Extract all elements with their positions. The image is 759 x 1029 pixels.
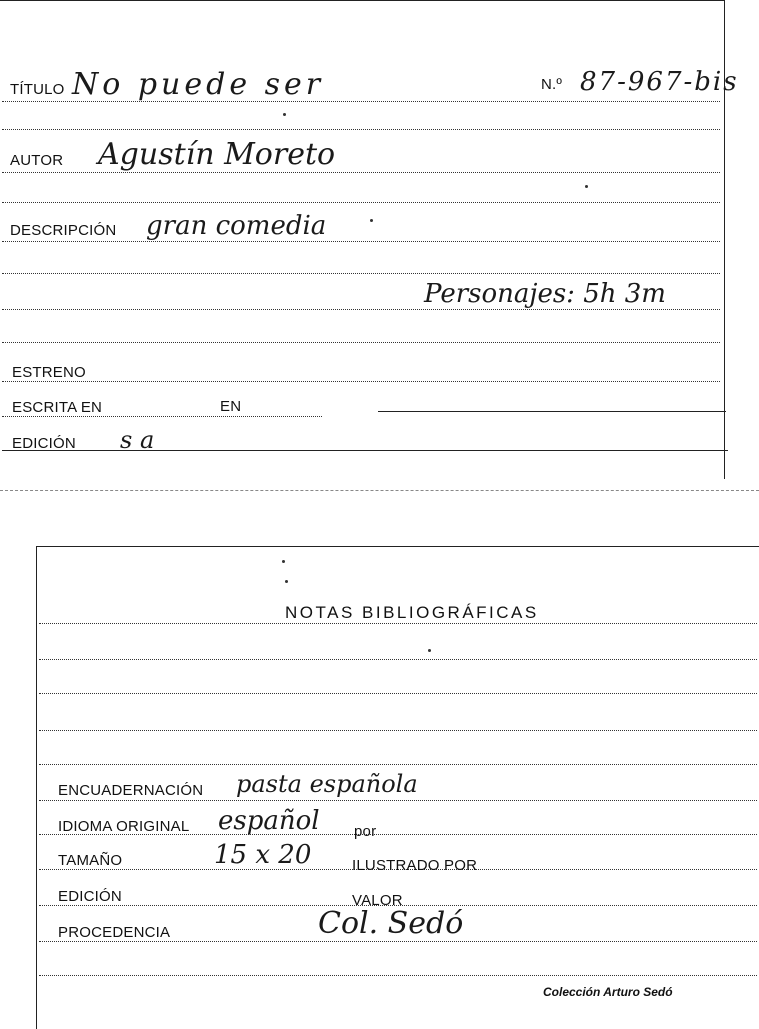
idioma-value: español bbox=[218, 806, 320, 836]
edicion-label: EDICIÓN bbox=[12, 435, 76, 452]
numero-label: N.º bbox=[541, 76, 563, 93]
personajes-line bbox=[2, 309, 720, 310]
scan-mark bbox=[585, 185, 588, 188]
procedencia-label: PROCEDENCIA bbox=[58, 924, 171, 941]
estreno-line bbox=[2, 381, 720, 382]
ilustrado-label: ILUSTRADO POR bbox=[352, 857, 478, 874]
scan-mark bbox=[428, 649, 431, 652]
procedencia-value: Col. Sedó bbox=[318, 906, 464, 941]
rule-line bbox=[2, 342, 720, 343]
descripcion-label: DESCRIPCIÓN bbox=[10, 222, 117, 239]
rule-line bbox=[2, 129, 720, 130]
escrita-line-left bbox=[2, 416, 322, 417]
titulo-label: TÍTULO bbox=[10, 81, 65, 98]
scan-mark bbox=[370, 219, 373, 222]
card-separator bbox=[0, 490, 759, 491]
numero-value: 87-967-bis bbox=[580, 67, 739, 97]
idioma-label: IDIOMA ORIGINAL bbox=[58, 818, 190, 835]
valor-label: VALOR bbox=[352, 892, 403, 909]
titulo-value: No puede ser bbox=[72, 67, 325, 102]
rule-line bbox=[39, 693, 757, 694]
procedencia-line bbox=[39, 941, 757, 942]
notas-heading: NOTAS BIBLIOGRÁFICAS bbox=[285, 603, 539, 622]
autor-line bbox=[2, 172, 720, 173]
estreno-label: ESTRENO bbox=[12, 364, 86, 381]
tamano-label: TAMAÑO bbox=[58, 852, 123, 869]
rule-line bbox=[39, 730, 757, 731]
edicion-line bbox=[2, 450, 728, 451]
descripcion-line bbox=[2, 241, 720, 242]
scan-mark bbox=[282, 560, 285, 563]
en-label: EN bbox=[220, 398, 242, 415]
scan-mark bbox=[285, 580, 288, 583]
encuadernacion-line bbox=[39, 800, 757, 801]
collection-footer: Colección Arturo Sedó bbox=[543, 985, 673, 999]
por-label: por bbox=[354, 823, 377, 840]
rule-line bbox=[39, 623, 757, 624]
autor-label: AUTOR bbox=[10, 152, 64, 169]
rule-line bbox=[39, 764, 757, 765]
rule-line bbox=[2, 273, 720, 274]
scan-mark bbox=[283, 113, 286, 116]
descripcion-value: gran comedia bbox=[146, 211, 327, 241]
rule-line bbox=[39, 975, 757, 976]
escrita-label: ESCRITA EN bbox=[12, 399, 103, 416]
edicion-back-label: EDICIÓN bbox=[58, 888, 122, 905]
tamano-value: 15 x 20 bbox=[214, 840, 312, 870]
rule-line bbox=[2, 202, 720, 203]
edicion-value: s a bbox=[120, 426, 155, 454]
rule-line bbox=[39, 659, 757, 660]
catalog-card-front bbox=[0, 0, 739, 479]
encuadernacion-label: ENCUADERNACIÓN bbox=[58, 782, 204, 799]
autor-value: Agustín Moreto bbox=[98, 137, 336, 172]
escrita-line-right bbox=[378, 411, 726, 412]
personajes-note: Personajes: 5h 3m bbox=[424, 279, 666, 309]
encuadernacion-value: pasta española bbox=[236, 770, 418, 798]
